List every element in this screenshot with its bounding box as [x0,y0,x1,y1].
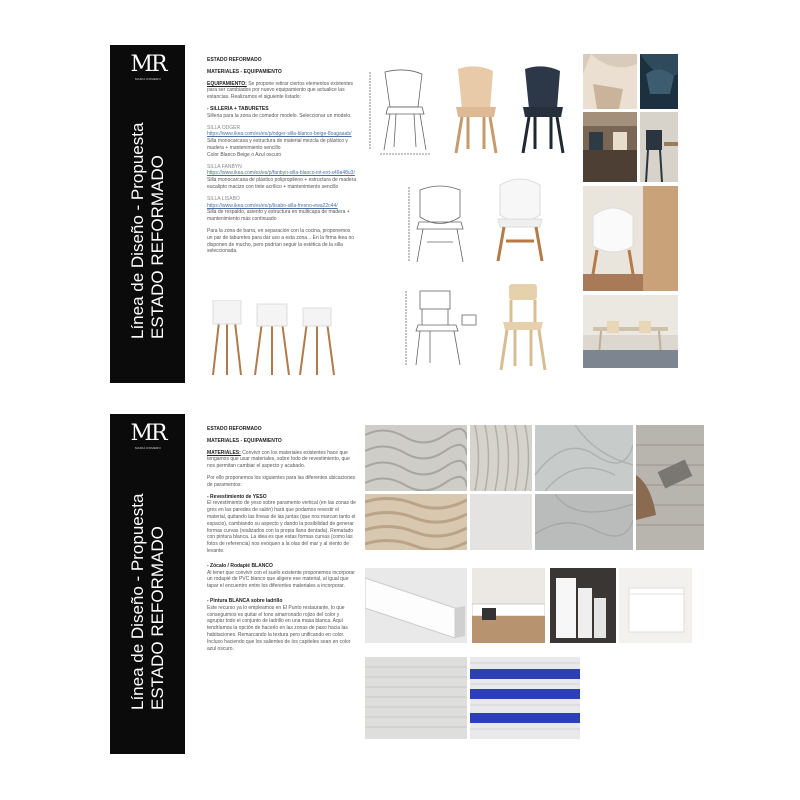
plaster-texture-photo [365,494,467,550]
plaster-texture-photo [535,494,633,550]
logo-sub: MARIA ROMERO [134,446,162,450]
brand-logo [130,422,166,450]
skirting-board-photo [365,568,467,643]
page2-section: MATERIALES - EQUIPAMIENTO [207,437,282,444]
chair-entry [207,196,357,223]
material-entry [207,598,357,652]
material-text: Al tener que convivir con el suelo existente proponemos incorporar un rodapié de PVC blanco que aligere ese material, al igual que tapar el encuentro entre los diferentes materiales a incorporar. [207,569,355,590]
logo-mark: MR [130,52,166,77]
bar-stools-photo [207,300,342,375]
reference-photo [640,54,678,109]
plaster-application-photo [636,425,704,550]
reference-photo [583,112,637,182]
reference-photo [640,112,678,182]
reference-photo [583,186,678,291]
page1-intro-label: EQUIPAMIENTO: [207,80,247,87]
logo-sub: MARIA ROMERO [134,77,162,81]
sidebar-band [110,414,185,754]
page1-item-text: Silleria para la zona de comedor modelo. Seleccionar un modelo. [207,112,352,119]
material-entry [207,563,357,590]
material-text: El revestimiento de yeso sobre paramento vertical (en las zonas de gres en las paredes de salón) hará que podamos revestir el material, quitando las líneas de las juntas (que nos marcan tanto el espacio), cambiando su aspecto y dando la posibilidad de generar formas curvas (realizados con la propia llana dentada). Rematado con pintura blanca. La idea es que estas formas curvas (como las fotos de referencia) nos evoquen a la olas del mar y al viento de levante. [207,500,356,554]
lisabo-chair-photo [493,280,553,372]
fanbyn-white-chair-photo [488,175,553,263]
reference-photo [583,295,678,368]
chair-desc: Silla monocarcasa de plástico polipropileno + estructura de madera eucalipto macizo con tinte acrílico + mantenimiento sencillo [207,177,357,190]
reference-photo [583,54,637,109]
chair-name: SILLA ODGER [207,124,241,131]
material-heading: - Pintura BLANCA sobre ladrillo [207,597,283,604]
material-text: Este recurso ya lo empleamos en El Punto restaurante, lo que conseguimos es quitar el tono amarronado rojizo del color y agrupar todo el conjunto de ladrillo en una masa blanca. Aquí tendríamos la opción de hacerlo en las zonas de paso hacia las habitaciones. Remarcando la textura pero unificando en color. Incluso haciendo que los salientes de los capiteles sean en color azul oscuro. [207,604,351,652]
chair-desc: Silla de respaldo, asiento y estructura en multicapa de madera + mantenimiento más continuado [207,209,350,223]
chair-desc: Silla monocarcasa y estructura de material mezcla de plástico y madera + mantenimiento sencillo [207,138,348,151]
material-entry [207,494,357,555]
page1-section: MATERIALES - EQUIPAMIENTO [207,68,282,75]
plaster-texture-photo [365,425,467,491]
skirting-board-photo [550,568,616,643]
white-brick-photo [365,657,467,739]
lisabo-technical-drawing [400,285,480,370]
odger-technical-drawing [360,62,445,157]
odger-blue-chair-photo [515,65,570,155]
chair-link[interactable]: https://www.ikea.com/es/es/p/odger-silla-blanco-beige-8oagaaab/ [207,131,352,138]
brand-logo [130,53,166,81]
page2-heading: ESTADO REFORMADO [207,426,262,432]
chair-name: SILLA FANBYN [207,163,242,170]
blue-stripe-brick-photo [470,657,580,739]
page-2 [0,400,800,800]
material-heading: - Revestimiento de YESO [207,493,267,500]
page1-bar-text: Para la zona de barra, en separación con la cocina, proponemos un par de taburetes para dar uso a esta zona... En la firma ikea no disponen de mucho, pero podrían seguir la estética de la silla seleccionada. [207,227,355,255]
vertical-title-line2: ESTADO REFORMADO [148,526,167,710]
page2-intro-label: MATERIALES: [207,449,241,456]
page2-intro-text2: Por ello proponemos los siguientes para las diferentes ubicaciones de paramentos: [207,474,356,488]
vertical-title-line2: ESTADO REFORMADO [148,155,167,339]
chair-extra: Color Blanco Beige o Azul oscuro [207,151,282,158]
chair-link[interactable]: https://www.ikea.com/es/es/p/lisabo-silla-fresno-ewa22c44/ [207,202,338,209]
skirting-board-photo [619,568,692,643]
vertical-title [128,123,168,339]
material-heading: - Zócalo / Rodapié BLANCO [207,562,273,569]
chair-entry [207,164,357,191]
page1-intro-text: Se propone retirar ciertos elementos existentes para ser cambiados por nuevo equipamiento que actualice las estancias. Realizamos el siguiente listado: [207,80,353,101]
page1-text-block [207,57,357,260]
page1-heading: ESTADO REFORMADO [207,57,262,63]
page1-intro [207,81,357,101]
plaster-texture-photo [470,425,532,491]
fanbyn-technical-drawing [405,182,475,267]
sidebar-band [110,45,185,383]
page2-intro [207,450,357,470]
vertical-title-line1: Línea de Diseño - Propuesta [128,493,147,710]
plaster-texture-photo [535,425,633,491]
skirting-board-photo [472,568,545,643]
page1-item-heading: - SILLERIA + TABURETES [207,105,269,112]
page2-intro-text: Convivir con los materiales existentes hace que tengamos que usar materiales, sobre todo de revestimiento, que nos permitan cambiar el aspecto y acabado. [207,449,350,470]
chair-link[interactable]: https://www.ikea.com/es/es/p/fanbyn-silla-blanco-int-ext-s49a48u3/ [207,170,355,177]
logo-mark: MR [130,421,166,446]
chair-name: SILLA LISABO [207,195,240,202]
page2-text-block [207,426,357,657]
chair-entry [207,125,357,159]
vertical-title [128,494,168,710]
vertical-title-line1: Línea de Diseño - Propuesta [128,122,147,339]
plaster-texture-photo [470,494,532,550]
odger-beige-chair-photo [448,65,503,155]
